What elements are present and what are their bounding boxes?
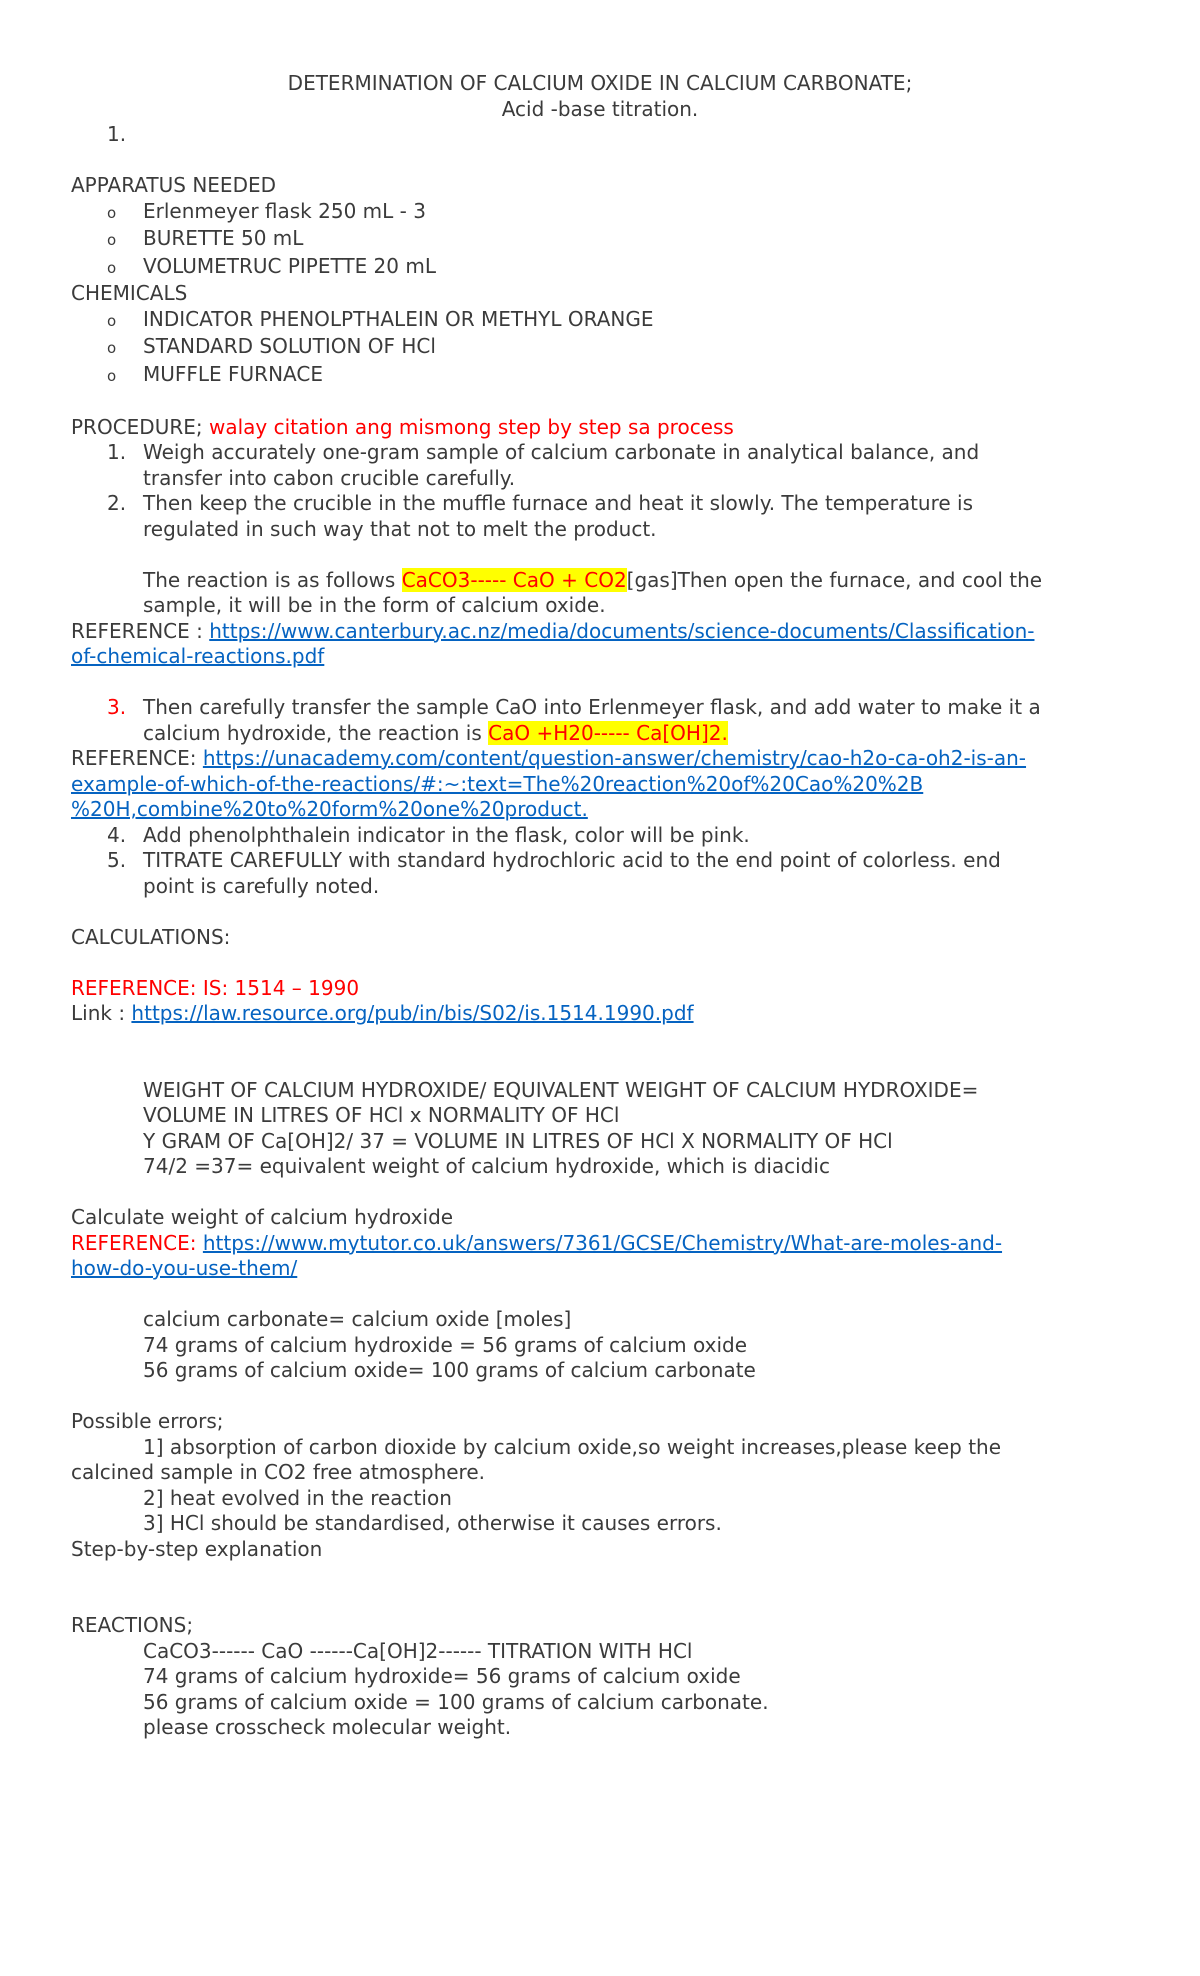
procedure-step-continued: calcium hydroxide, the reaction is CaO +H20----- Ca[OH]2.	[143, 720, 728, 745]
error-item: 1] absorption of carbon dioxide by calcium oxide,so weight increases,please keep the	[143, 1434, 1002, 1459]
chemicals-heading: CHEMICALS	[71, 281, 188, 305]
reference-link[interactable]: https://law.resource.org/pub/in/bis/S02/is.1514.1990.pdf	[131, 1001, 694, 1025]
procedure-step-continued: regulated in such way that not to melt the product.	[143, 516, 657, 541]
apparatus-item: o Erlenmeyer flask 250 mL - 3	[71, 199, 1129, 227]
reference-link[interactable]: https://www.mytutor.co.uk/answers/7361/GCSE/Chemistry/What-are-moles-and-	[202, 1230, 1003, 1255]
reaction-item: 56 grams of calcium oxide = 100 grams of calcium carbonate.	[143, 1689, 769, 1714]
chemicals-item: o MUFFLE FURNACE	[71, 362, 1129, 390]
bullet-icon: o	[107, 339, 117, 357]
procedure-step: 5. TITRATE CAREFULLY with standard hydrochloric acid to the end point of colorless. end	[107, 848, 1001, 872]
doc-subtitle: Acid -base titration.	[501, 96, 699, 121]
mole-line: 74 grams of calcium hydroxide = 56 grams of calcium oxide	[143, 1332, 747, 1357]
reaction-item: please crosscheck molecular weight.	[143, 1715, 512, 1739]
reaction-line: The reaction is as follows CaCO3----- CaO + CO2[gas]Then open the furnace, and cool the	[143, 567, 1043, 592]
procedure-step: 4. Add phenolphthalein indicator in the flask, color will be pink.	[107, 822, 750, 847]
reference-3: REFERENCE: https://www.mytutor.co.uk/answers/7361/GCSE/Chemistry/What-are-moles-and-	[71, 1230, 1003, 1255]
bullet-icon: o	[107, 366, 117, 385]
procedure-step: 3. Then carefully transfer the sample CaO into Erlenmeyer flask, and add water to make it a	[107, 695, 1041, 719]
formula-line: Y GRAM OF Ca[OH]2/ 37 = VOLUME IN LITRES OF HCl X NORMALITY OF HCl	[143, 1128, 893, 1153]
reference-link[interactable]: how-do-you-use-them/	[71, 1256, 298, 1280]
error-item-continued: calcined sample in CO2 free atmosphere.	[71, 1460, 485, 1484]
bullet-icon: o	[107, 231, 117, 249]
procedure-step-continued: transfer into cabon crucible carefully.	[143, 465, 516, 490]
reaction-item: CaCO3------ CaO ------Ca[OH]2------ TITRATION WITH HCl	[143, 1638, 693, 1663]
reference-link-line: Link : https://law.resource.org/pub/in/bis/S02/is.1514.1990.pdf	[71, 1001, 694, 1025]
bullet-icon: o	[107, 311, 117, 330]
reference-2-continued	[71, 797, 1129, 823]
apparatus-heading: APPARATUS NEEDED	[71, 173, 276, 197]
bullet-icon: o	[107, 203, 117, 222]
reference-1-continued	[71, 644, 1129, 670]
highlighted-reaction: CaCO3----- CaO + CO2	[401, 567, 627, 592]
error-item: 3] HCl should be standardised, otherwise it causes errors.	[143, 1511, 722, 1535]
reference-1: REFERENCE : https://www.canterbury.ac.nz/media/documents/science-documents/Classification-	[71, 618, 1035, 643]
chemicals-item: o STANDARD SOLUTION OF HCl	[71, 334, 1129, 362]
reference-link[interactable]: https://unacademy.com/content/question-answer/chemistry/cao-h2o-ca-oh2-is-an-	[202, 746, 1027, 770]
calc-weight-text: Calculate weight of calcium hydroxide	[71, 1205, 454, 1229]
chemicals-item: o INDICATOR PHENOLPTHALEIN OR METHYL ORANGE	[71, 307, 1129, 335]
reference-link[interactable]: of-chemical-reactions.pdf	[71, 644, 325, 668]
procedure-step-continued: point is carefully noted.	[143, 873, 380, 898]
bullet-icon: o	[107, 258, 117, 277]
reactions-heading: REACTIONS;	[71, 1613, 194, 1637]
mole-line: calcium carbonate= calcium oxide [moles]	[143, 1307, 572, 1331]
apparatus-item: o BURETTE 50 mL	[71, 226, 1129, 254]
procedure-note: walay citation ang mismong step by step sa process	[208, 414, 734, 439]
procedure-step: 2. Then keep the crucible in the muffle furnace and heat it slowly. The temperature is	[107, 491, 974, 515]
reference-2-continued	[71, 772, 1129, 798]
explanation-text: Step-by-step explanation	[71, 1536, 323, 1561]
reference-3-continued	[71, 1256, 1129, 1282]
reference-2: REFERENCE: https://unacademy.com/content/question-answer/chemistry/cao-h2o-ca-oh2-is-an-	[71, 746, 1027, 770]
procedure-step: 1. Weigh accurately one-gram sample of calcium carbonate in analytical balance, and	[107, 440, 980, 464]
error-item: 2] heat evolved in the reaction	[143, 1485, 452, 1510]
procedure-heading: PROCEDURE; walay citation ang mismong step by step sa process	[71, 414, 734, 439]
highlighted-reaction: CaO +H20----- Ca[OH]2.	[488, 720, 728, 745]
formula-line: WEIGHT OF CALCIUM HYDROXIDE/ EQUIVALENT WEIGHT OF CALCIUM HYDROXIDE=	[143, 1077, 979, 1102]
reaction-line-continued: sample, it will be in the form of calcium oxide.	[143, 593, 606, 617]
reference-link[interactable]: example-of-which-of-the-reactions/#:~:text=The%20reaction%20of%20Cao%20%2B	[71, 771, 924, 796]
reaction-item: 74 grams of calcium hydroxide= 56 grams of calcium oxide	[143, 1664, 741, 1688]
list-item-number-one: 1.	[107, 122, 127, 146]
reference-link[interactable]: %20H,combine%20to%20form%20one%20product.	[71, 797, 588, 821]
formula-line: 74/2 =37= equivalent weight of calcium hydroxide, which is diacidic	[143, 1154, 830, 1178]
apparatus-item: o VOLUMETRUC PIPETTE 20 mL	[71, 254, 1129, 282]
calculations-heading: CALCULATIONS:	[71, 924, 231, 949]
reference-link[interactable]: https://www.canterbury.ac.nz/media/documents/science-documents/Classification-	[209, 618, 1035, 643]
formula-line: VOLUME IN LITRES OF HCl x NORMALITY OF HCl	[143, 1103, 620, 1127]
mole-line: 56 grams of calcium oxide= 100 grams of calcium carbonate	[143, 1358, 756, 1382]
doc-title: DETERMINATION OF CALCIUM OXIDE IN CALCIUM CARBONATE;	[287, 71, 913, 95]
reference-is: REFERENCE: IS: 1514 – 1990	[71, 975, 360, 1000]
errors-heading: Possible errors;	[71, 1409, 224, 1433]
